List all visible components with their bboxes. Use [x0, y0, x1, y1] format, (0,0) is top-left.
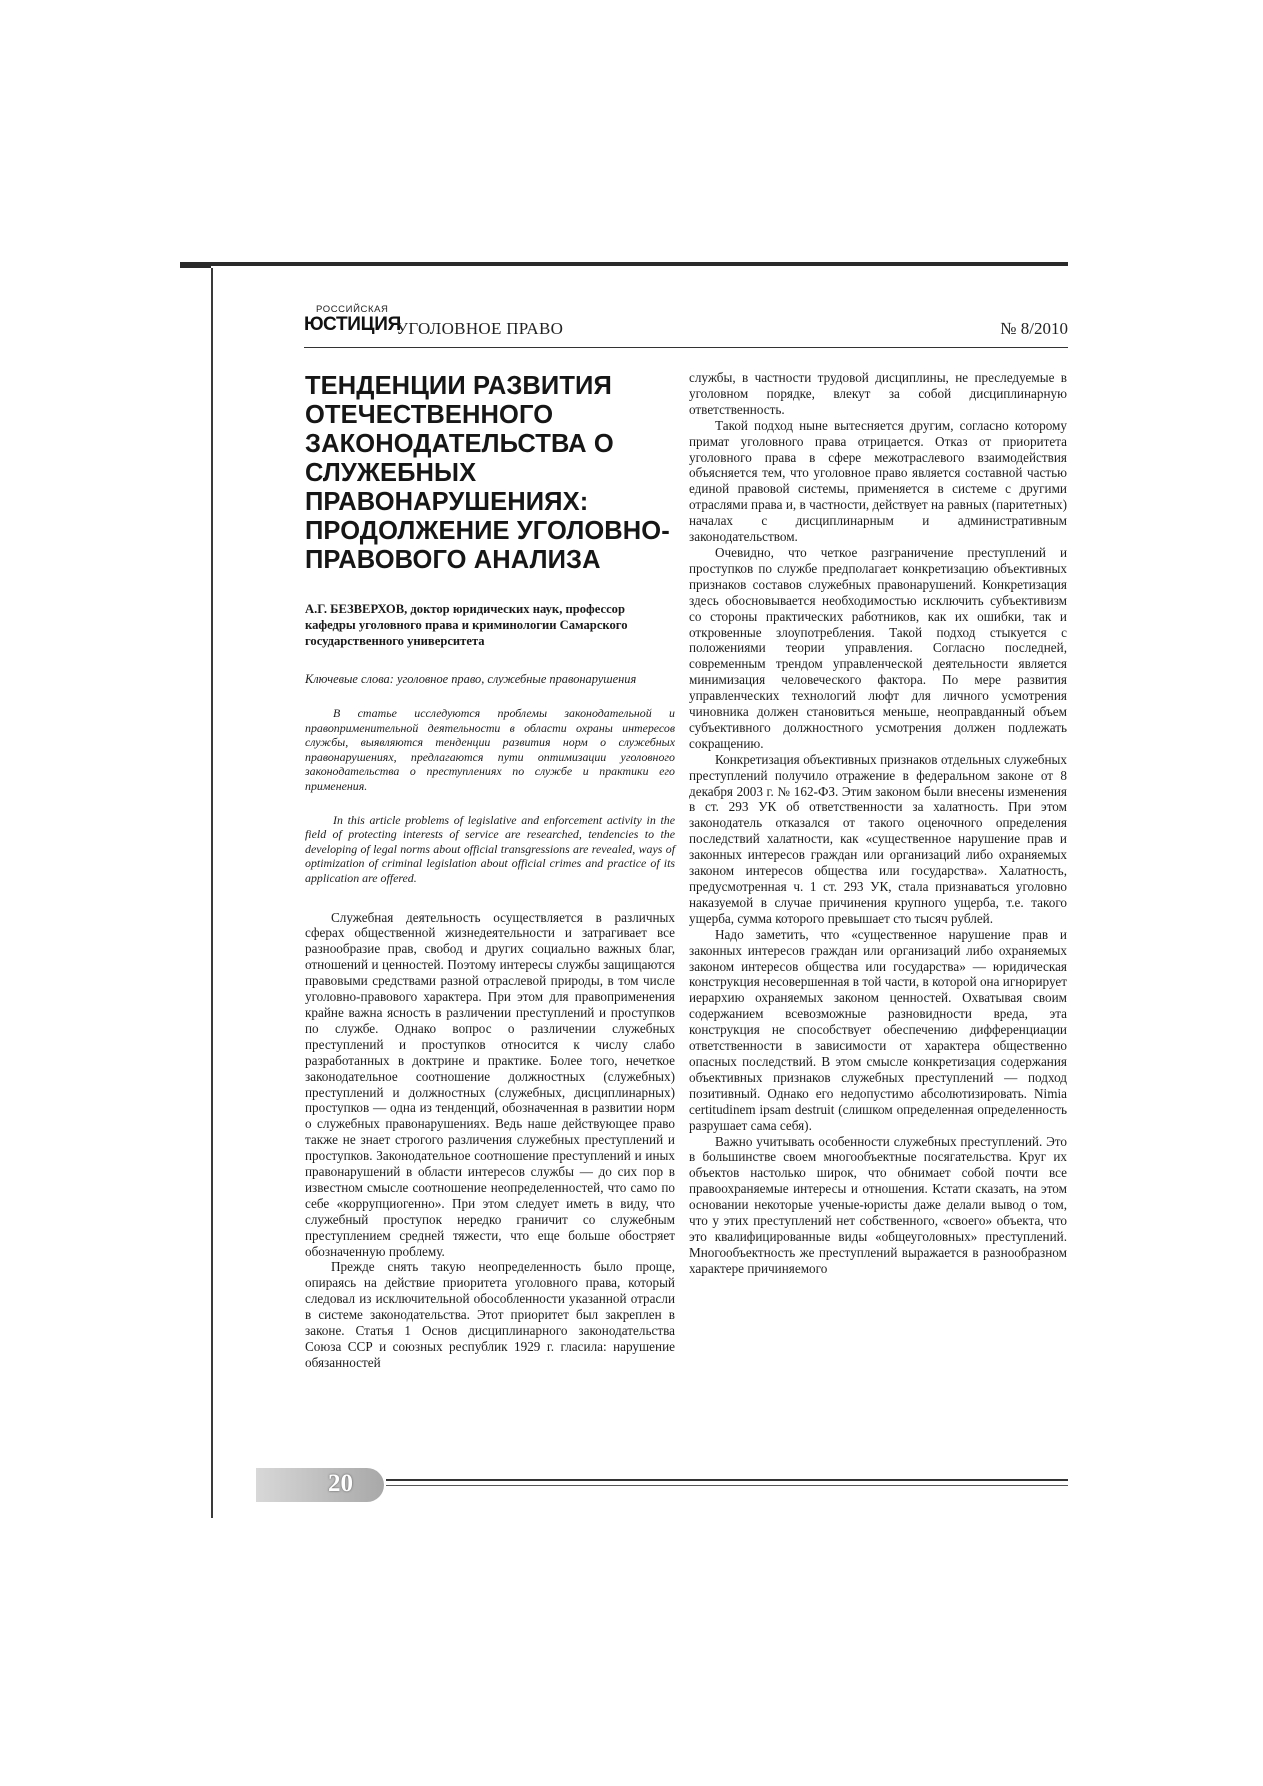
abstract-english: In this article problems of legislative and enforcement activity in the field of protecting interests of service are researched, tendencies to the developing of legal norms about official transgressions are revealed, ways of optimization of criminal legislation about official crimes and practice of its application are offered.: [305, 812, 675, 885]
body-paragraph: Прежде снять такую неопределенность было проще, опираясь на действие приоритета уголовного права, который следовал из исключительной обособленности указанной отрасли в системе законодательства. Этот приоритет был закреплен в законе. Статья 1 Основ дисциплинарного законодательства Союза ССР и союзных республик 1929 г. гласила: нарушение обязанностей: [305, 1259, 675, 1370]
footer-rule: [386, 1479, 1068, 1481]
keywords: Ключевые слова: уголовное право, служебные правонарушения: [305, 672, 637, 686]
logo-main-text: ЮСТИЦИЯ: [304, 314, 401, 335]
page-number: 20: [328, 1470, 353, 1497]
page-header: [304, 305, 1068, 347]
right-column: [689, 370, 1067, 1277]
body-paragraph: Надо заметить, что «существенное нарушение прав и законных интересов граждан или организаций либо охраняемых законом интересов общества или государства» — юридическая конструкция несовершенная в той части, в которой она игнорирует иерархию охраняемых законом ценностей. Охватывая своим содержанием всевозможные разновидности вреда, эта конструкция не способствует обеспечению дифференциации ответственности в зависимости от характера общественно опасных последствий. В этом смысле конкретизация содержания объективных признаков служебных преступлений — подход позитивный. Однако его недопустимо абсолютизировать. Nimia certitudinem ipsam destruit (слишком определенная определенность разрушает сама себя).: [689, 926, 1067, 1133]
article-title: ТЕНДЕНЦИИ РАЗВИТИЯ ОТЕЧЕСТВЕННОГО ЗАКОНОДАТЕЛЬСТВА О СЛУЖЕБНЫХ ПРАВОНАРУШЕНИЯХ: ПРОДОЛЖЕНИЕ УГОЛОВНО-ПРАВОВОГО АНАЛИЗА: [305, 372, 670, 574]
logo-top-text: РОССИЙСКАЯ: [316, 304, 389, 315]
scan-frame-corner: [180, 266, 211, 268]
page-number-tab: [256, 1468, 384, 1502]
body-paragraph: службы, в частности трудовой дисциплины, не преследуемые в уголовном порядке, влекут за собой дисциплинарную ответственность.: [689, 370, 1067, 417]
body-paragraph: Такой подход ныне вытесняется другим, согласно которому примат уголовного права отрицается. Отказ от приоритета уголовного права в сфере межотраслевого взаимодействия объясняется тем, что уголовное право является составной частью единой правовой системы, применяется в системе с другими отраслями права и, в частности, действует на равных (паритетных) началах с дисциплинарным и административным законодательством.: [689, 417, 1067, 545]
scan-frame-left-rule: [211, 268, 213, 1518]
issue-number: № 8/2010: [1000, 319, 1068, 338]
journal-logo: [304, 304, 401, 335]
scan-frame-top-rule: [180, 262, 1068, 266]
author-byline: А.Г. БЕЗВЕРХОВ, доктор юридических наук, профессор кафедры уголовного права и криминологии Самарского государственного университета: [305, 602, 628, 648]
section-title: УГОЛОВНОЕ ПРАВО: [396, 319, 564, 338]
left-column: [305, 372, 675, 1371]
left-body: [305, 910, 675, 1371]
body-paragraph: Важно учитывать особенности служебных преступлений. Это в большинстве своем многообъектные посягательства. Круг их объектов настолько широк, что обнимает собой почти все правоохраняемые интересы и отношения. Кстати сказать, на этом основании некоторые ученые-юристы даже делали вывод о том, что у этих преступлений нет собственного, «своего» объекта, что это квалифицированные виды «общеуголовных» преступлений. Многообъектность же преступлений выражается в разнообразном характере причиняемого: [689, 1133, 1067, 1276]
header-divider: [304, 347, 1068, 348]
body-paragraph: Конкретизация объективных признаков отдельных служебных преступлений получило отражение в федеральном законе от 8 декабря 2003 г. № 162-ФЗ. Этим законом были внесены изменения в ст. 293 УК об ответственности за халатность. При этом законодатель отказался от такого оценочного определения последствий халатности, как «существенное нарушение прав и законных интересов граждан или организаций либо охраняемых законом интересов общества или государства». Халатность, предусмотренная ч. 1 ст. 293 УК, стала признаваться уголовно наказуемой в случае причинения крупного ущерба, т.е. такого ущерба, сумма которого превышает сто тысяч рублей.: [689, 751, 1067, 926]
page-footer: [256, 1468, 1068, 1502]
footer-rule-thin: [386, 1485, 1068, 1486]
body-paragraph: Очевидно, что четкое разграничение преступлений и проступков по службе предполагает конкретизацию объективных признаков составов служебных правонарушений. Конкретизация здесь обосновывается необходимостью исключить субъективизм со стороны практических работников, как их ошибки, так и откровенные злоупотребления. Такой подход стыкуется с положениями теории управления. Согласно последней, современным трендом управленческой деятельности является минимизация человеческого фактора. По мере развития управленческих технологий люфт для личного усмотрения чиновника должен становиться меньше, неоправданный объем субъективного должностного усмотрения должен подлежать сокращению.: [689, 544, 1067, 751]
body-paragraph: Служебная деятельность осуществляется в различных сферах общественной жизнедеятельности и затрагивает все разнообразие прав, свобод и других социально важных благ, отношений и ценностей. Поэтому интересы службы защищаются правовыми средствами разной отраслевой природы, в том числе уголовно-правового характера. При этом для правоприменения крайне важна ясность в различении преступлений и проступков по службе. Однако вопрос о различении служебных преступлений и проступков относится к числу слабо разработанных в доктрине и практике. Более того, нечеткое законодательное соотношение должностных (служебных) преступлений и должностных (служебных, дисциплинарных) проступков — одна из тенденций, обозначенная в развитии норм о служебных правонарушениях. Ведь наше действующее право также не знает строгого различения служебных преступлений и проступков. Законодательное соотношение преступлений и иных правонарушений в области интересов службы — до сих пор в известном смысле соотношение неопределенностей, что само по себе «коррупциогенно». При этом следует иметь в виду, что служебный проступок нередко граничит со служебным преступлением средней тяжести, что еще больше обостряет обозначенную проблему.: [305, 909, 675, 1259]
abstract-russian: В статье исследуются проблемы законодательной и правоприменительной деятельности в области охраны интересов службы, выявляются тенденции развития норм о служебных правонарушениях, предлагаются пути оптимизации уголовного законодательства о преступлениях по службе и практики его применения.: [305, 706, 675, 793]
